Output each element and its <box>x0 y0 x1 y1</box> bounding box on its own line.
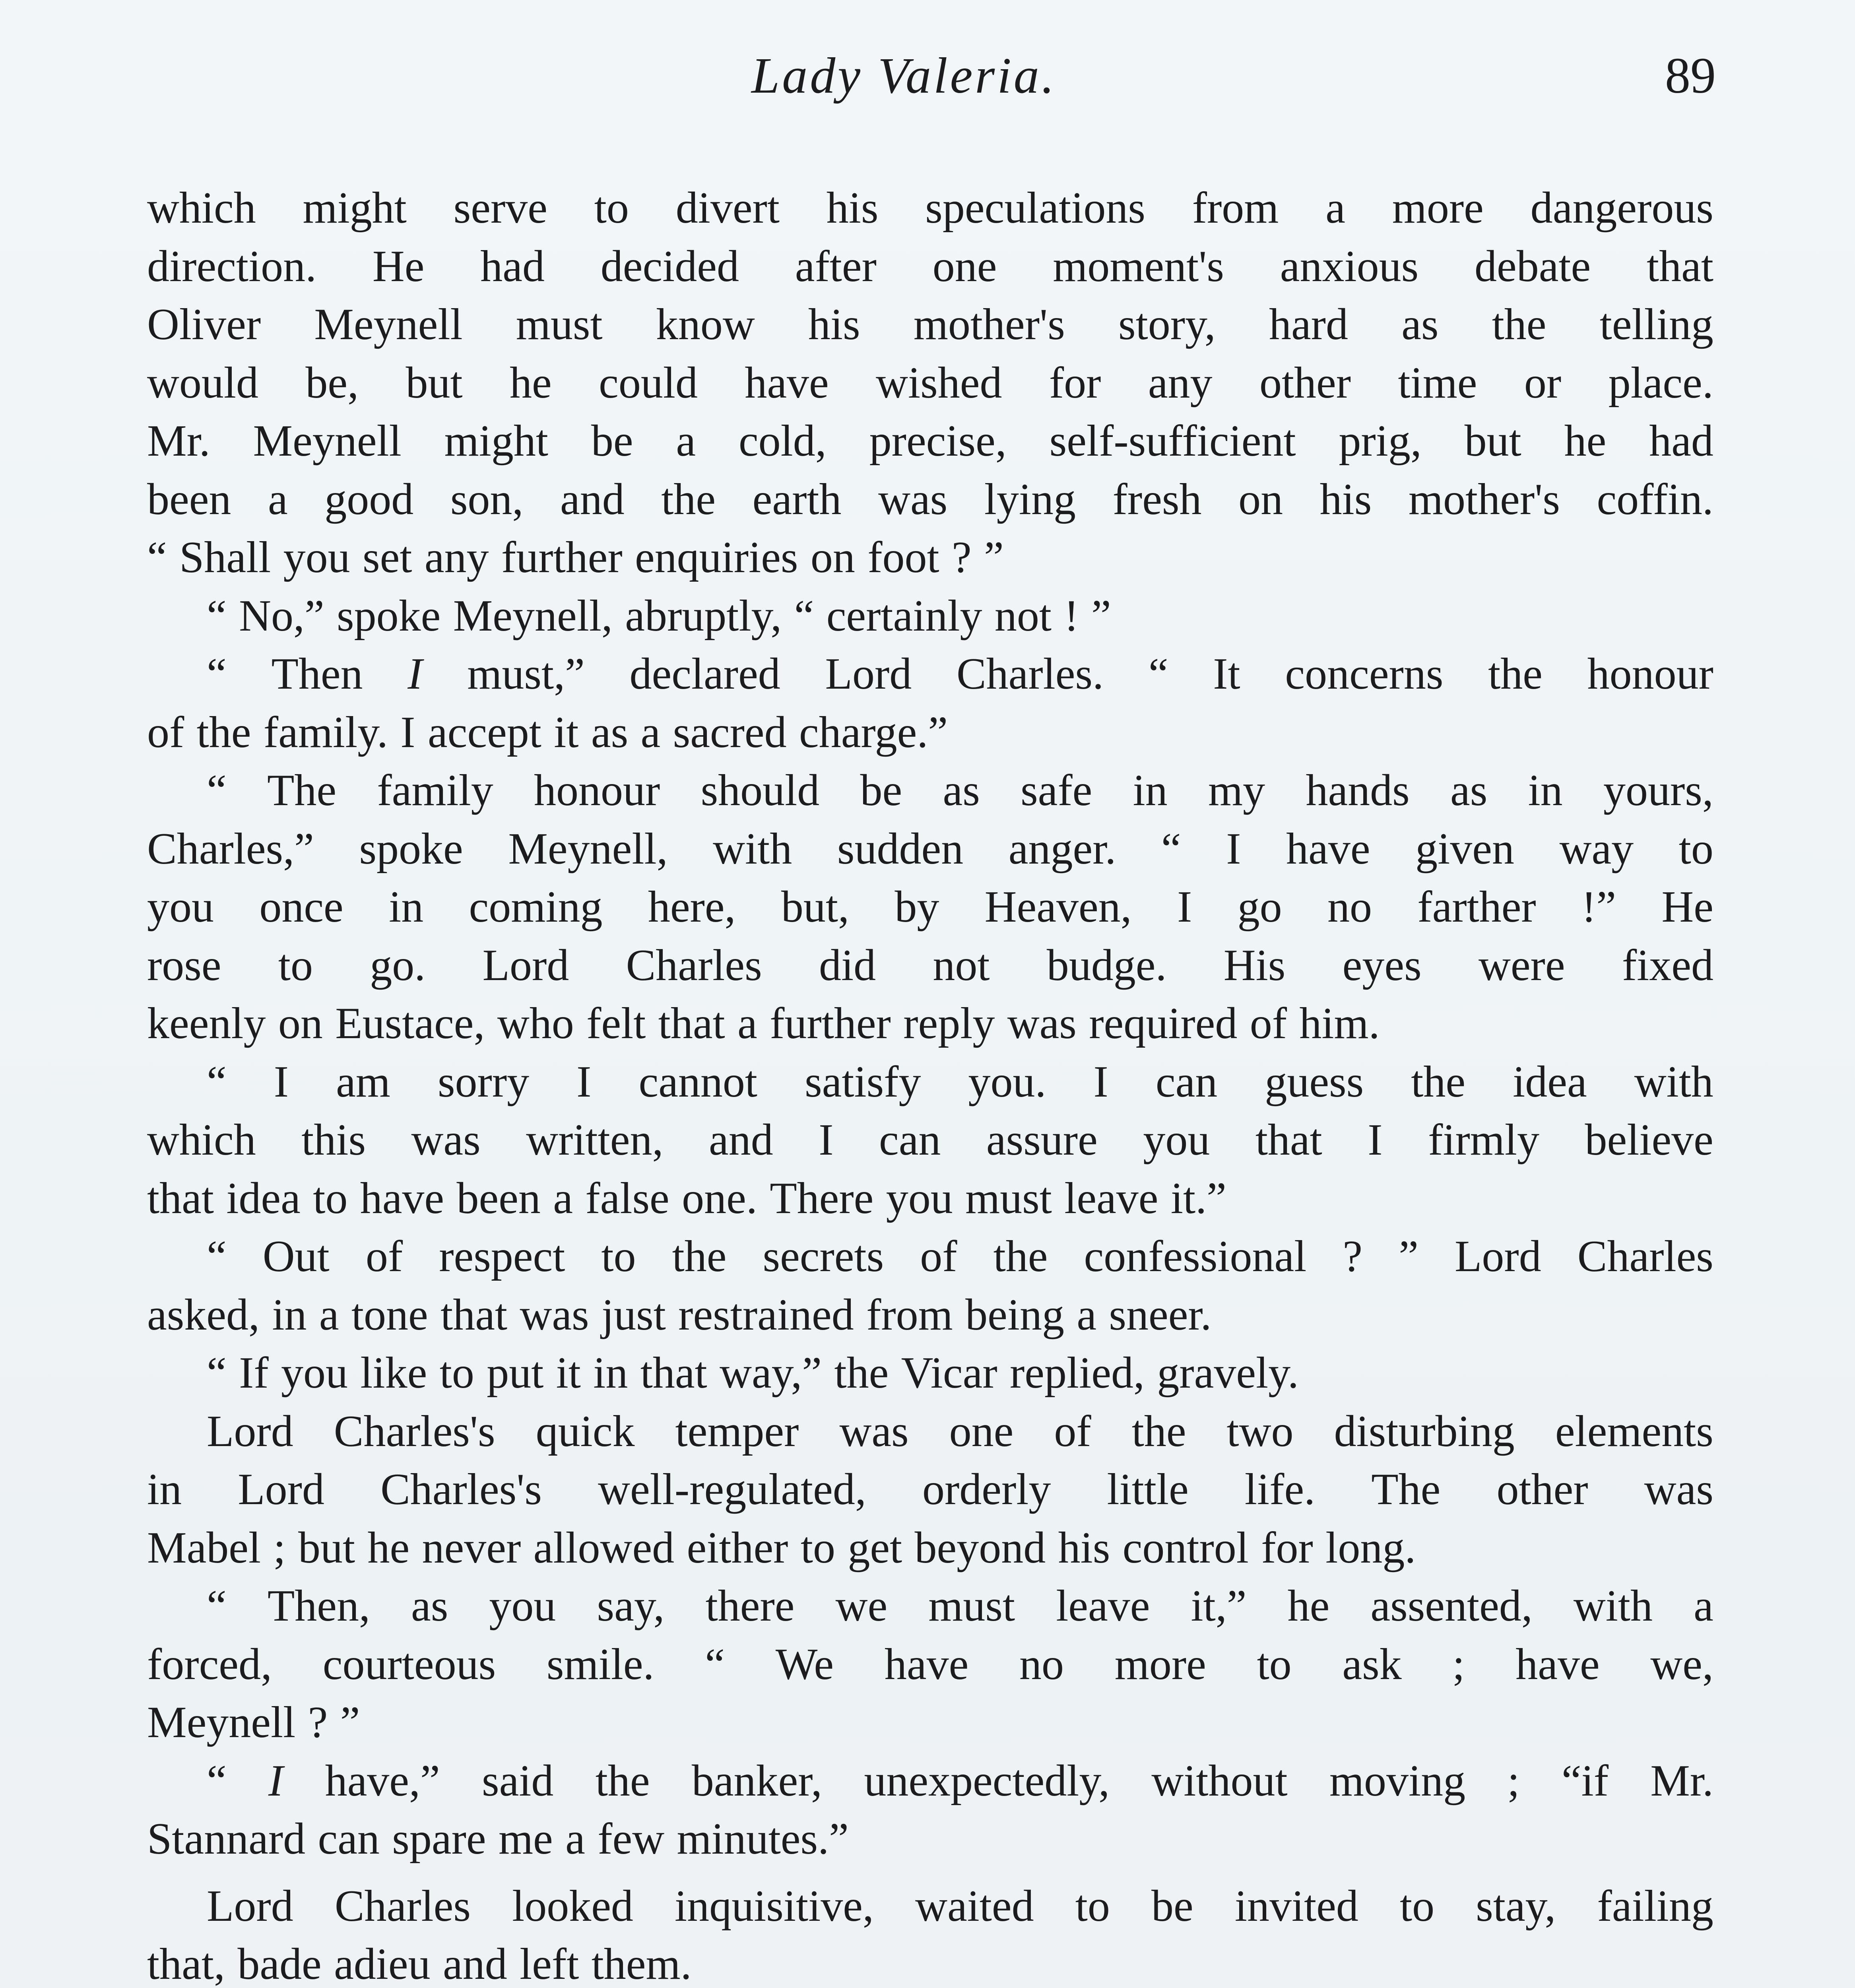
text-line: “ The family honour should be as safe in my hands as in yours, <box>207 766 1713 815</box>
text-line: forced, courteous smile. “ We have no more to ask ; have we, <box>147 1639 1713 1689</box>
page-header <box>0 42 1855 109</box>
text-line: you once in coming here, but, by Heaven, I go no farther !” He <box>147 882 1713 932</box>
text-line: Mr. Meynell might be a cold, precise, self-sufficient prig, but he had <box>147 416 1713 466</box>
text-line: that idea to have been a false one. There you must leave it.” <box>147 1173 1226 1223</box>
text-line: Oliver Meynell must know his mother's story, hard as the telling <box>147 300 1713 349</box>
text-line: which might serve to divert his speculations from a more dangerous <box>147 183 1713 233</box>
text-line: “ I am sorry I cannot satisfy you. I can guess the idea with <box>207 1057 1713 1107</box>
text-line: rose to go. Lord Charles did not budge. His eyes were fixed <box>147 940 1713 990</box>
text-line: Stannard can spare me a few minutes.” <box>147 1814 849 1864</box>
text-line: Lord Charles looked inquisitive, waited to be invited to stay, failing <box>207 1881 1713 1931</box>
body-text <box>147 179 1713 1988</box>
text-line: direction. He had decided after one moment's anxious debate that <box>147 241 1713 291</box>
text-line: asked, in a tone that was just restrained from being a sneer. <box>147 1290 1212 1340</box>
text-line: “ Then I must,” declared Lord Charles. “ It concerns the honour <box>207 649 1713 699</box>
text-line: Lord Charles's quick temper was one of the two disturbing elements <box>207 1406 1713 1456</box>
text-line: “ If you like to put it in that way,” the Vicar replied, gravely. <box>207 1348 1299 1398</box>
text-line: Mabel ; but he never allowed either to get beyond his control for long. <box>147 1523 1416 1573</box>
text-line: “ Out of respect to the secrets of the confessional ? ” Lord Charles <box>207 1232 1713 1281</box>
text-line: “ Shall you set any further enquiries on foot ? ” <box>147 533 1004 582</box>
text-line: keenly on Eustace, who felt that a further reply was required of him. <box>147 999 1380 1048</box>
page-number: 89 <box>1665 47 1716 104</box>
text-line: in Lord Charles's well-regulated, orderly little life. The other was <box>147 1465 1713 1514</box>
running-title: Lady Valeria. <box>751 47 1057 104</box>
text-line: Meynell ? ” <box>147 1698 360 1747</box>
text-line: been a good son, and the earth was lying fresh on his mother's coffin. <box>147 474 1713 524</box>
text-line: “ Then, as you say, there we must leave it,” he assented, with a <box>207 1581 1713 1631</box>
text-line: Charles,” spoke Meynell, with sudden anger. “ I have given way to <box>147 824 1713 874</box>
text-line: would be, but he could have wished for any other time or place. <box>147 358 1713 408</box>
text-line: “ No,” spoke Meynell, abruptly, “ certainly not ! ” <box>207 591 1111 641</box>
text-line: of the family. I accept it as a sacred charge.” <box>147 707 948 757</box>
text-line: which this was written, and I can assure you that I firmly believe <box>147 1115 1713 1165</box>
text-line: that, bade adieu and left them. <box>147 1939 692 1988</box>
text-line: “ I have,” said the banker, unexpectedly, without moving ; “if Mr. <box>207 1756 1713 1806</box>
